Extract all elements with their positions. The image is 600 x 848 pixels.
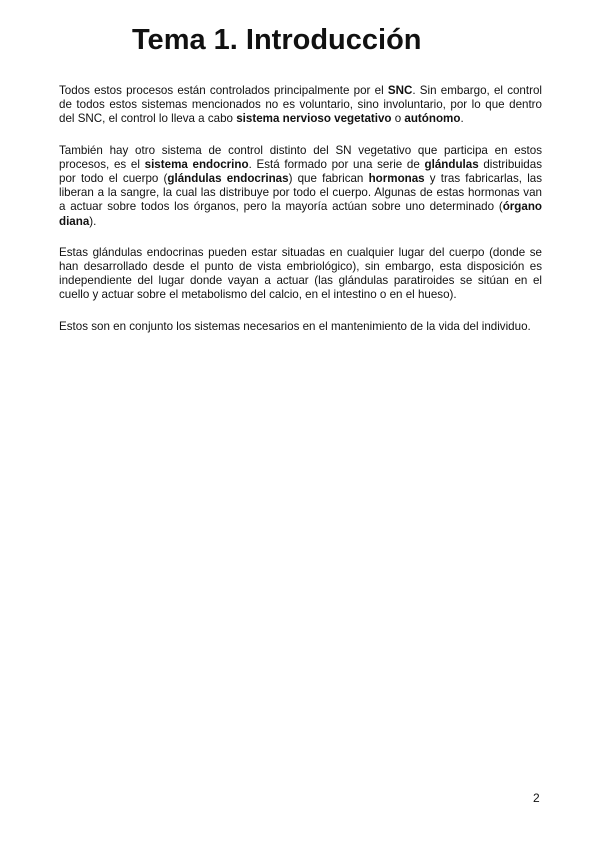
page-number: 2 [533, 791, 540, 805]
text-segment: Estas glándulas endocrinas pueden estar situadas en cualquier lugar del cuerpo (donde se han desarrollado desde el punto de vista embriológico), sin embargo, esta disposición es independiente del lugar donde vayan a actuar (las glándulas paratiroides se sitúan en el cuello y actuar sobre el metabolismo del calcio, en el intestino o en el hueso). [59, 245, 542, 302]
paragraph [59, 144, 542, 229]
bold-term: glándulas [424, 157, 479, 171]
bold-term: hormonas [368, 172, 425, 186]
bold-term: glándulas endocrinas [167, 172, 289, 186]
bold-term: órgano diana [59, 200, 542, 228]
text-segment: Todos estos procesos están controlados principalmente por el [59, 84, 388, 97]
bold-term: autónomo [404, 112, 461, 126]
text-segment: o [391, 112, 405, 126]
paragraph [59, 320, 542, 334]
text-segment: Estos son en conjunto los sistemas necesarios en el mantenimiento de la vida del individuo. [59, 319, 531, 333]
bold-term: SNC [387, 84, 413, 97]
paragraph [59, 84, 542, 127]
text-segment: . [460, 112, 464, 126]
page-title: Tema 1. Introducción [132, 24, 422, 56]
text-segment: y tras fabricarlas, las liberan a la sangre, la cual las distribuye por todo el cuerpo. Algunas de estas hormonas van a actuar sobre todos los órganos, pero la mayoría actúan sobre uno determinado ( [59, 172, 543, 214]
text-segment: ) que fabrican [288, 172, 369, 186]
text-segment: distribuidas por todo el cuerpo ( [59, 157, 542, 186]
paragraph [59, 246, 542, 303]
bold-term: sistema nervioso vegetativo [236, 112, 392, 126]
text-segment: . Está formado por una serie de [248, 157, 425, 171]
body-text [59, 84, 542, 351]
text-segment: . Sin embargo, el control de todos estos sistemas mencionados no es voluntario, sino involuntario, por lo que dentro del SNC, el control lo lleva a cabo [59, 84, 542, 126]
text-segment: También hay otro sistema de control distinto del SN vegetativo que participa en estos procesos, es el [59, 143, 542, 171]
text-segment: ). [89, 214, 97, 228]
bold-term: sistema endocrino [144, 157, 249, 171]
